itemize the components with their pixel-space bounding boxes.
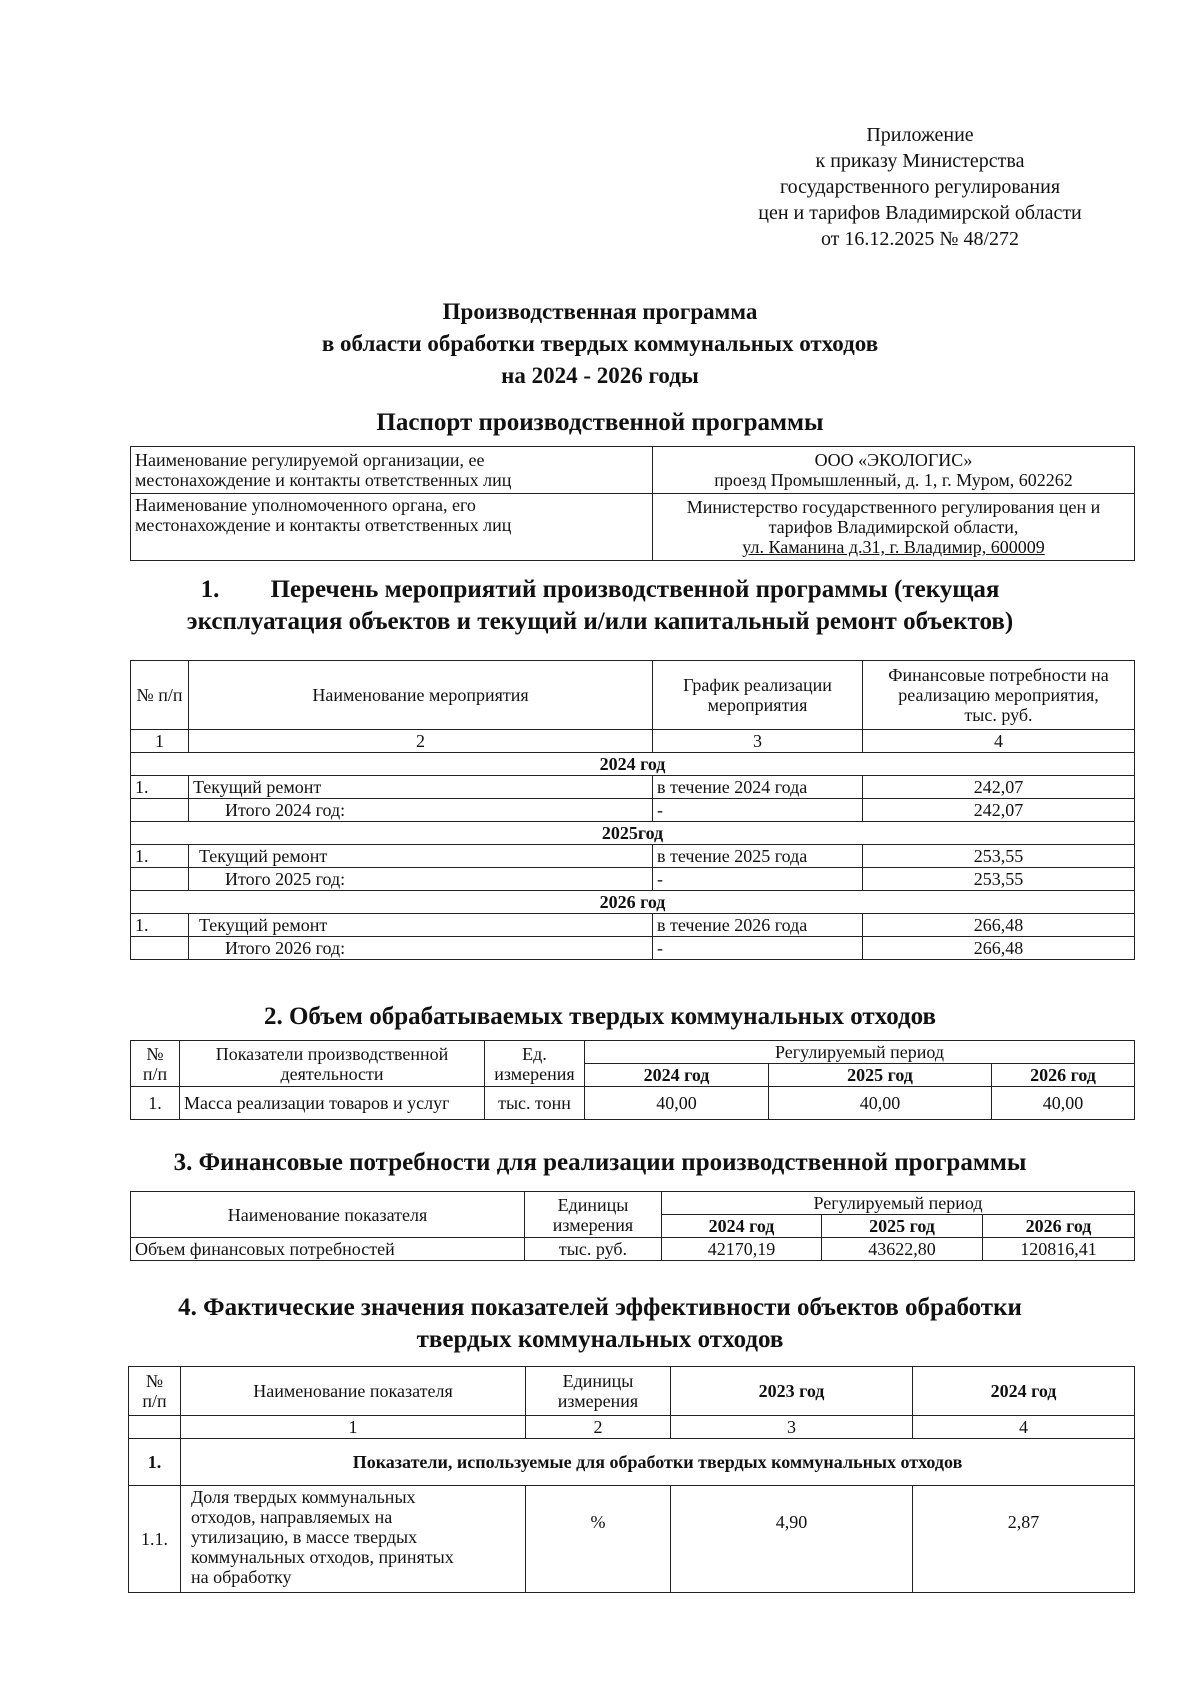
- measures-table: [130, 660, 1135, 960]
- measure-value: 266,48: [863, 914, 1135, 937]
- year-row: [131, 753, 1135, 776]
- total-schedule: -: [653, 868, 863, 891]
- indicator-value: 43622,80: [822, 1238, 983, 1261]
- col-header-year: 2024 год: [662, 1215, 822, 1238]
- year-label: 2025год: [131, 822, 1135, 845]
- title-line: Производственная программа: [442, 299, 758, 324]
- cell-line: График реализации: [683, 675, 832, 695]
- table-row: [131, 776, 1135, 799]
- appendix-block: [700, 122, 1140, 252]
- table-row: [129, 1486, 1135, 1593]
- col-header-name: Наименование мероприятия: [189, 661, 653, 730]
- year-row: [131, 891, 1135, 914]
- measure-schedule: в течение 2024 года: [653, 776, 863, 799]
- cell-line: №: [146, 1043, 164, 1064]
- heading-line: 4. Фактические значения показателей эффективности объектов обработки: [178, 1294, 1022, 1321]
- row-num: 1.: [131, 845, 189, 868]
- total-label: Итого 2024 год:: [189, 799, 653, 822]
- col-header-schedule: [653, 661, 863, 730]
- col-header-year: 2024 год: [585, 1064, 769, 1087]
- col-header-unit: [526, 1367, 671, 1416]
- index-cell: 3: [653, 730, 863, 753]
- indicator-value: 40,00: [992, 1087, 1135, 1120]
- cell-line: мероприятия: [707, 695, 808, 715]
- cell-line: п/п: [142, 1391, 167, 1411]
- measure-name: Текущий ремонт: [189, 845, 653, 868]
- document-title: [0, 296, 1200, 392]
- col-header-finance: [863, 661, 1135, 730]
- cell-line: № п/п: [136, 685, 183, 705]
- index-cell: 3: [671, 1416, 913, 1439]
- col-header-year: 2024 год: [913, 1367, 1135, 1416]
- col-header-year: 2026 год: [983, 1215, 1135, 1238]
- indicator-name: Масса реализации товаров и услуг: [180, 1087, 485, 1120]
- col-header-name: Наименование показателя: [131, 1192, 525, 1238]
- col-header-unit: [525, 1192, 662, 1238]
- table-row: [131, 1238, 1135, 1261]
- cell-line: Наименование регулируемой организации, ее: [135, 450, 485, 470]
- empty-cell: [131, 799, 189, 822]
- col-header-indicator: [180, 1041, 485, 1087]
- index-cell: 1: [181, 1416, 526, 1439]
- volume-table: [130, 1040, 1135, 1120]
- col-header-num: [129, 1367, 181, 1416]
- total-label: Итого 2025 год:: [189, 868, 653, 891]
- table-header-row: [131, 661, 1135, 730]
- group-num: 1.: [129, 1439, 181, 1486]
- year-label: 2024 год: [131, 753, 1135, 776]
- appendix-line: государственного регулирования: [779, 176, 1061, 198]
- measure-name: Текущий ремонт: [189, 776, 653, 799]
- table-header-row: [131, 1041, 1135, 1064]
- heading-line: твердых коммунальных отходов: [416, 1326, 784, 1353]
- heading-line: эксплуатация объектов и текущий и/или капитальный ремонт объектов): [186, 608, 1014, 635]
- heading-text: Перечень мероприятий производственной программы (текущая: [270, 576, 1000, 603]
- measure-schedule: в течение 2025 года: [653, 845, 863, 868]
- row-num: 1.1.: [129, 1486, 181, 1593]
- total-schedule: -: [653, 937, 863, 960]
- indicator-value: 42170,19: [662, 1238, 822, 1261]
- appendix-date-number: от 16.12.2025 № 48/272: [820, 228, 1020, 250]
- passport-value: [653, 447, 1135, 494]
- total-value: 253,55: [863, 868, 1135, 891]
- measure-value: 242,07: [863, 776, 1135, 799]
- table-index-row: [129, 1416, 1135, 1439]
- section4-heading: [0, 1292, 1200, 1356]
- total-row: [131, 868, 1135, 891]
- cell-line: п/п: [142, 1063, 168, 1084]
- col-header-year: 2023 год: [671, 1367, 913, 1416]
- indicator-name: [181, 1486, 526, 1593]
- indicator-unit: %: [526, 1486, 671, 1593]
- cell-line: Наименование уполномоченного органа, его: [135, 495, 476, 515]
- section-number: 1.: [200, 576, 220, 603]
- cell-line: Единицы: [562, 1371, 634, 1391]
- cell-line: ООО «ЭКОЛОГИС»: [814, 450, 973, 470]
- cell-line: тарифов Владимирской области,: [768, 517, 1019, 537]
- table-index-row: [131, 730, 1135, 753]
- cell-line: деятельности: [280, 1063, 384, 1084]
- cell-line: Доля твердых коммунальных: [191, 1487, 416, 1507]
- cell-line: Министерство государственного регулирования цен и: [686, 497, 1101, 517]
- cell-line: Ед.: [522, 1043, 547, 1064]
- row-num: 1.: [131, 776, 189, 799]
- total-row: [131, 799, 1135, 822]
- index-cell: 4: [913, 1416, 1135, 1439]
- empty-cell: [131, 937, 189, 960]
- appendix-line: цен и тарифов Владимирской области: [758, 202, 1082, 224]
- index-cell: 4: [863, 730, 1135, 753]
- index-cell: 1: [131, 730, 189, 753]
- cell-line: №: [145, 1371, 164, 1391]
- measure-value: 253,55: [863, 845, 1135, 868]
- passport-value: [653, 494, 1135, 561]
- total-schedule: -: [653, 799, 863, 822]
- group-title: Показатели, используемые для обработки твердых коммунальных отходов: [181, 1439, 1135, 1486]
- indicator-unit: тыс. руб.: [525, 1238, 662, 1261]
- cell-line: Показатели производственной: [215, 1043, 449, 1064]
- col-header-year: 2025 год: [769, 1064, 992, 1087]
- cell-line: ул. Каманина д.31, г. Владимир, 600009: [742, 537, 1045, 557]
- table-row: [131, 914, 1135, 937]
- col-header-period: Регулируемый период: [662, 1192, 1135, 1215]
- finance-table: [130, 1191, 1135, 1261]
- cell-line: измерения: [552, 1214, 634, 1235]
- total-label: Итого 2026 год:: [189, 937, 653, 960]
- col-header-unit: [485, 1041, 585, 1087]
- row-num: 1.: [131, 1087, 180, 1120]
- total-row: [131, 937, 1135, 960]
- passport-heading: Паспорт производственной программы: [376, 409, 824, 436]
- appendix-line: к приказу Министерства: [815, 150, 1025, 172]
- cell-line: коммунальных отходов, принятых: [191, 1547, 454, 1567]
- year-row: [131, 822, 1135, 845]
- year-label: 2026 год: [131, 891, 1135, 914]
- col-header-name: Наименование показателя: [181, 1367, 526, 1416]
- measure-schedule: в течение 2026 года: [653, 914, 863, 937]
- cell-line: местонахождение и контакты ответственных лиц: [135, 470, 512, 490]
- indicator-value: 2,87: [913, 1486, 1135, 1593]
- col-header-num: [131, 661, 189, 730]
- row-num: 1.: [131, 914, 189, 937]
- cell-line: измерения: [557, 1391, 639, 1411]
- cell-line: измерения: [494, 1063, 575, 1084]
- section2-heading: 2. Объем обрабатываемых твердых коммунальных отходов: [263, 1003, 937, 1030]
- cell-line: на обработку: [191, 1567, 292, 1587]
- indicator-unit: тыс. тонн: [485, 1087, 585, 1120]
- indicator-value: 40,00: [585, 1087, 769, 1120]
- table-row: [131, 494, 1135, 561]
- cell-line: местонахождение и контакты ответственных лиц: [135, 515, 512, 535]
- indicator-value: 120816,41: [983, 1238, 1135, 1261]
- cell-line: утилизацию, в массе твердых: [191, 1527, 418, 1547]
- title-line: на 2024 - 2026 годы: [501, 363, 699, 388]
- col-header-year: 2025 год: [822, 1215, 983, 1238]
- table-header-row: [129, 1367, 1135, 1416]
- table-row: [131, 447, 1135, 494]
- cell-line: Финансовые потребности на: [888, 665, 1109, 685]
- total-value: 242,07: [863, 799, 1135, 822]
- heading-line: [0, 574, 1200, 606]
- table-row: [131, 1087, 1135, 1120]
- passport-label: [131, 447, 653, 494]
- cell-line: отходов, направляемых на: [191, 1507, 393, 1527]
- cell-line: Единицы: [557, 1194, 629, 1215]
- group-row: [129, 1439, 1135, 1486]
- index-cell: 2: [526, 1416, 671, 1439]
- cell-line: реализацию мероприятия,: [898, 685, 1099, 705]
- empty-cell: [129, 1416, 181, 1439]
- measure-name: Текущий ремонт: [189, 914, 653, 937]
- section1-heading: [0, 574, 1200, 638]
- cell-line: проезд Промышленный, д. 1, г. Муром, 602262: [714, 470, 1073, 490]
- appendix-line: Приложение: [866, 124, 974, 146]
- col-header-period: Регулируемый период: [585, 1041, 1135, 1064]
- table-row: [131, 845, 1135, 868]
- empty-cell: [131, 868, 189, 891]
- indicator-name: Объем финансовых потребностей: [131, 1238, 525, 1261]
- passport-label: [131, 494, 653, 561]
- efficiency-table: [128, 1366, 1135, 1593]
- table-header-row: [131, 1192, 1135, 1215]
- total-value: 266,48: [863, 937, 1135, 960]
- col-header-num: [131, 1041, 180, 1087]
- indicator-value: 4,90: [671, 1486, 913, 1593]
- cell-line: тыс. руб.: [964, 705, 1033, 725]
- passport-table: [130, 446, 1135, 561]
- section3-heading: 3. Финансовые потребности для реализации производственной программы: [173, 1149, 1027, 1176]
- title-line: в области обработки твердых коммунальных отходов: [321, 331, 879, 356]
- indicator-value: 40,00: [769, 1087, 992, 1120]
- index-cell: 2: [189, 730, 653, 753]
- col-header-year: 2026 год: [992, 1064, 1135, 1087]
